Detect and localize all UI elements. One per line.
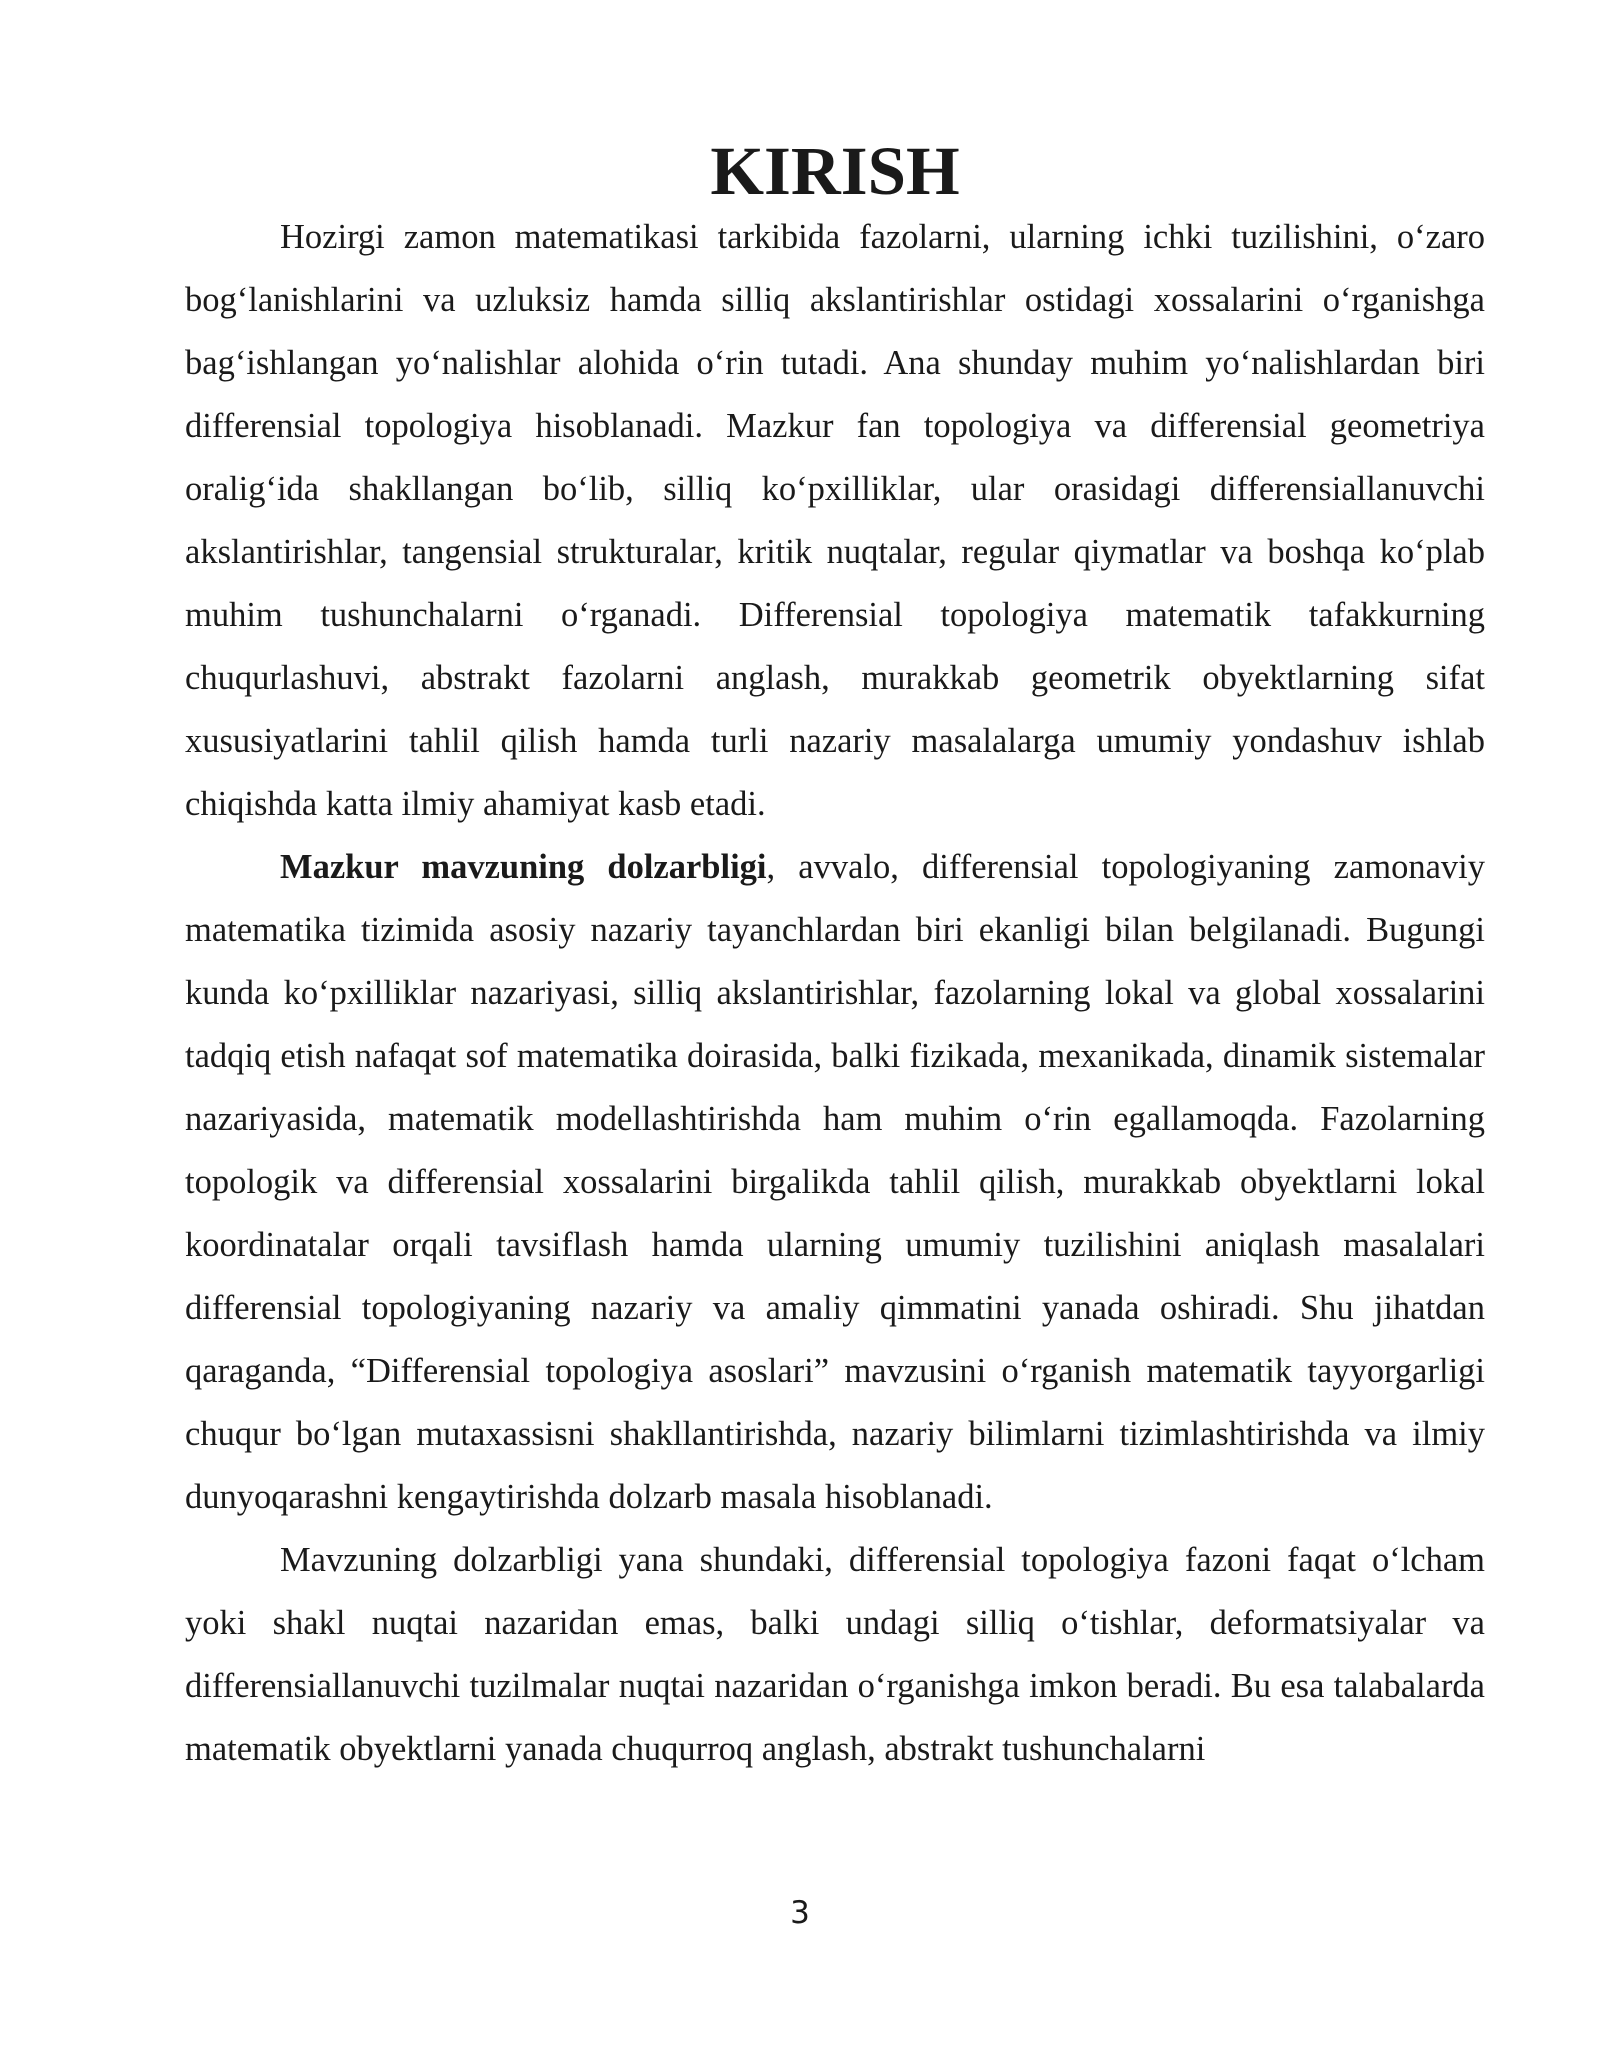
paragraph-relevance bbox=[185, 836, 1485, 1529]
paragraph-relevance-lead: Mazkur mavzuning dolzarbligi bbox=[280, 848, 767, 886]
paragraph-relevance-continued-text: Mavzuning dolzarbligi yana shundaki, differensial topologiya fazoni faqat o‘lcham yoki shakl nuqtai nazaridan emas, balki undagi silliq o‘tishlar, deformatsiyalar va differensiallanuvchi tuzilmalar nuqtai nazaridan o‘rganishga imkon beradi. Bu esa talabalarda matematik obyektlarni yanada chuqurroq anglash, abstrakt tushunchalarni bbox=[185, 1541, 1485, 1768]
paragraph-relevance-continued bbox=[185, 1529, 1485, 1781]
page-number: 3 bbox=[790, 1895, 810, 1931]
page-content bbox=[185, 133, 1486, 1781]
paragraph-intro bbox=[185, 206, 1485, 836]
paragraph-intro-text: Hozirgi zamon matematikasi tarkibida fazolarni, ularning ichki tuzilishini, o‘zaro bog‘lanishlarini va uzluksiz hamda silliq akslantirishlar ostidagi xossalarini o‘rganishga bag‘ishlangan yo‘nalishlar alohida o‘rin tutadi. Ana shunday muhim yo‘nalishlardan biri differensial topologiya hisoblanadi. Mazkur fan topologiya va differensial geometriya oralig‘ida shakllangan bo‘lib, silliq ko‘pxilliklar, ular orasidagi differensiallanuvchi akslantirishlar, tangensial strukturalar, kritik nuqtalar, regular qiymatlar va boshqa ko‘plab muhim tushunchalarni o‘rganadi. Differensial topologiya matematik tafakkurning chuqurlashuvi, abstrakt fazolarni anglash, murakkab geometrik obyektlarning sifat xususiyatlarini tahlil qilish hamda turli nazariy masalalarga umumiy yondashuv ishlab chiqishda katta ilmiy ahamiyat kasb etadi. bbox=[185, 218, 1485, 823]
page-title: KIRISH bbox=[710, 133, 960, 209]
paragraph-relevance-text: , avvalo, differensial topologiyaning zamonaviy matematika tizimida asosiy nazariy tayanchlardan biri ekanligi bilan belgilanadi. Bugungi kunda ko‘pxilliklar nazariyasi, silliq akslantirishlar, fazolarning lokal va global xossalarini tadqiq etish nafaqat sof matematika doirasida, balki fizikada, mexanikada, dinamik sistemalar nazariyasida, matematik modellashtirishda ham muhim o‘rin egallamoqda. Fazolarning topologik va differensial xossalarini birgalikda tahlil qilish, murakkab obyektlarni lokal koordinatalar orqali tavsiflash hamda ularning umumiy tuzilishini aniqlash masalalari differensial topologiyaning nazariy va amaliy qimmatini yanada oshiradi. Shu jihatdan qaraganda, “Differensial topologiya asoslari” mavzusini o‘rganish matematik tayyorgarligi chuqur bo‘lgan mutaxassisni shakllantirishda, nazariy bilimlarni tizimlashtirishda va ilmiy dunyoqarashni kengaytirishda dolzarb masala hisoblanadi. bbox=[185, 848, 1486, 1516]
